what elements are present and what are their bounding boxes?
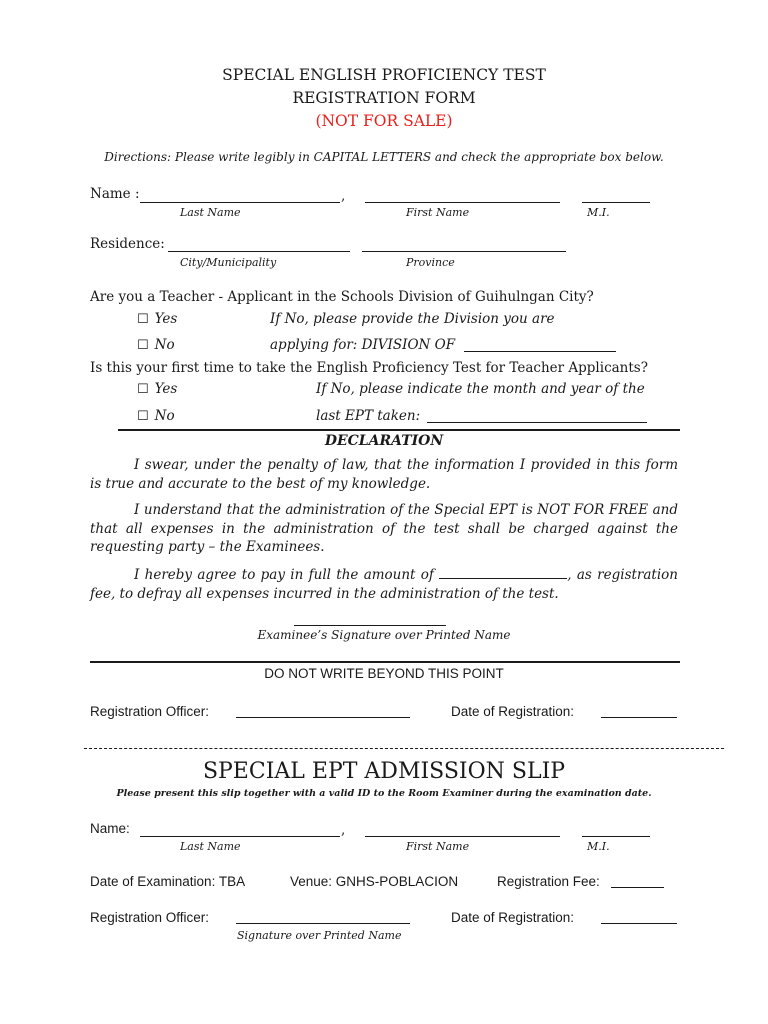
mi-field[interactable] [582, 202, 650, 203]
q2-note-line1: If No, please indicate the month and year of the [316, 381, 645, 397]
slip-signature-caption: Signature over Printed Name [237, 929, 402, 942]
city-caption: City/Municipality [180, 256, 277, 269]
province-field[interactable] [362, 251, 566, 252]
slip-name-label: Name: [90, 821, 130, 836]
q1-yes-label: Yes [154, 311, 178, 327]
amount-field[interactable] [439, 566, 567, 579]
date-of-registration-label: Date of Registration: [451, 704, 575, 719]
cut-line [84, 748, 724, 749]
examinee-signature-line[interactable] [294, 625, 446, 626]
slip-last-name-caption: Last Name [180, 840, 241, 853]
examinee-signature-caption: Examinee’s Signature over Printed Name [257, 628, 511, 642]
city-field[interactable] [168, 251, 350, 252]
checkbox-icon[interactable]: ☐ [137, 409, 149, 424]
slip-first-name-field[interactable] [365, 836, 560, 837]
admission-slip-title: SPECIAL EPT ADMISSION SLIP [202, 759, 566, 784]
date-of-examination: Date of Examination: TBA [90, 874, 246, 889]
q2-no-label: No [154, 408, 175, 424]
slip-date-of-registration-field[interactable] [601, 923, 677, 924]
teacher-applicant-question: Are you a Teacher - Applicant in the Schools Division of Guihulngan City? [90, 289, 594, 305]
q1-no-option[interactable] [137, 337, 175, 353]
q2-yes-option[interactable] [137, 381, 177, 397]
last-ept-field[interactable] [427, 422, 647, 423]
office-divider [90, 661, 680, 663]
registration-officer-label: Registration Officer: [90, 704, 210, 719]
slip-registration-officer-label: Registration Officer: [90, 910, 210, 925]
q1-no-label: No [154, 337, 175, 353]
first-name-caption: First Name [406, 206, 470, 219]
name-comma: , [341, 188, 346, 204]
do-not-write-notice: DO NOT WRITE BEYOND THIS POINT [264, 666, 504, 681]
admission-slip-instruction: Please present this slip together with a valid ID to the Room Examiner during the examination date. [116, 788, 652, 799]
registration-officer-field[interactable] [236, 717, 410, 718]
province-caption: Province [406, 256, 455, 269]
residence-label: Residence: [90, 236, 165, 252]
division-field[interactable] [464, 351, 616, 352]
exam-venue: Venue: GNHS-POBLACION [290, 874, 459, 889]
slip-registration-officer-field[interactable] [236, 923, 410, 924]
declaration-heading: DECLARATION [324, 433, 444, 449]
slip-name-comma: , [341, 822, 346, 838]
q2-no-option[interactable] [137, 408, 175, 424]
last-name-field[interactable] [140, 202, 340, 203]
name-label: Name : [90, 186, 140, 202]
declaration-divider [118, 429, 680, 431]
mi-caption: M.I. [587, 206, 610, 219]
q1-note-line1: If No, please provide the Division you are [270, 311, 555, 327]
q2-note-line2: last EPT taken: [316, 408, 421, 424]
directions-text: Directions: Please write legibly in CAPITAL LETTERS and check the appropriate box below. [104, 150, 664, 164]
declaration-paragraph-1: I swear, under the penalty of law, that the information I provided in this form is true and accurate to the best of my knowledge. [90, 457, 678, 492]
declaration-paragraph-3: I hereby agree to pay in full the amount of , as registration fee, to defray all expenses incurred in the administration of the test. [90, 567, 678, 602]
registration-fee-field[interactable] [611, 887, 664, 888]
checkbox-icon[interactable]: ☐ [137, 312, 149, 327]
slip-date-of-registration-label: Date of Registration: [451, 910, 575, 925]
slip-first-name-caption: First Name [406, 840, 470, 853]
last-name-caption: Last Name [180, 206, 241, 219]
first-time-question: Is this your first time to take the English Proficiency Test for Teacher Applicants? [90, 360, 648, 376]
checkbox-icon[interactable]: ☐ [137, 382, 149, 397]
q1-note-line2: applying for: DIVISION OF [270, 337, 456, 353]
not-for-sale-label: (NOT FOR SALE) [315, 112, 453, 130]
registration-fee-label: Registration Fee: [497, 874, 600, 889]
q1-yes-option[interactable] [137, 311, 177, 327]
slip-last-name-field[interactable] [140, 836, 340, 837]
date-of-registration-field[interactable] [601, 717, 677, 718]
first-name-field[interactable] [365, 202, 560, 203]
declaration-paragraph-2: I understand that the administration of the Special EPT is NOT FOR FREE and that all expenses in the administration of the test shall be charged against the requesting party – the Examinees. [90, 502, 678, 555]
q2-yes-label: Yes [154, 381, 178, 397]
slip-mi-field[interactable] [582, 836, 650, 837]
form-title-line1: SPECIAL ENGLISH PROFICIENCY TEST [222, 66, 546, 84]
slip-mi-caption: M.I. [587, 840, 610, 853]
checkbox-icon[interactable]: ☐ [137, 338, 149, 353]
form-title-line2: REGISTRATION FORM [292, 89, 476, 107]
